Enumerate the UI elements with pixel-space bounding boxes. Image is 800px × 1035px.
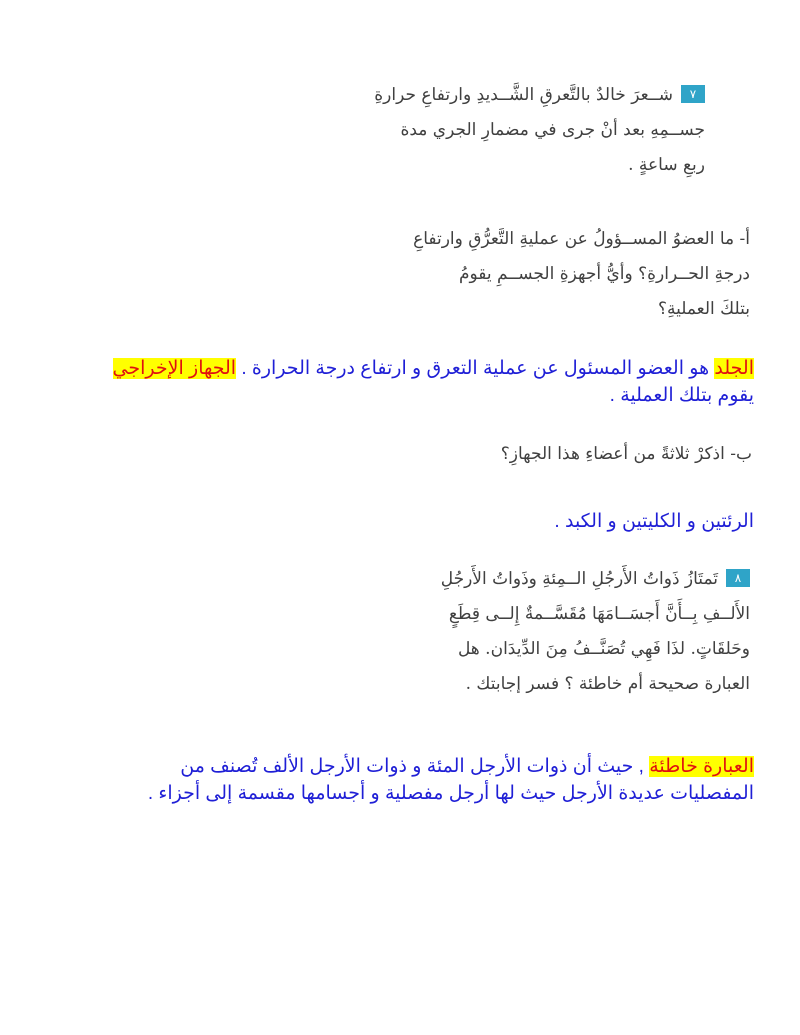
- answer-8: [44, 753, 754, 807]
- question-7a-line-2: درجةِ الحــرارةِ؟ وأيُّ أجهزةِ الجســمِ يقومُ: [458, 264, 750, 284]
- question-8-line-4: العبارة صحيحة أم خاطئة ؟ فسر إجابتك .: [465, 674, 750, 694]
- question-7b: [352, 437, 752, 472]
- question-7a-line-3: بتلكَ العمليةِ؟: [657, 299, 750, 319]
- question-7-line-2: جســمِهِ بعد أنْ جرى في مضمارِ الجري مدة: [400, 120, 705, 140]
- question-7: [285, 78, 705, 183]
- question-7a: [290, 222, 750, 327]
- answer-8-line-1: العبارة خاطئة , حيث أن ذوات الأرجل المئة و ذوات الأرجل الألف تُصنف من: [180, 756, 754, 777]
- highlight-statement-false: العبارة خاطئة: [649, 756, 754, 777]
- question-7-line-1: ٧شــعرَ خالدٌ بالتَّعرقِ الشَّــديدِ وارتفاعِ حرارةِ: [285, 78, 705, 113]
- question-8-line-1: ٨تَمتَازُ ذَواتُ الأَرجُلِ الــمِئةِ وذَواتُ الأَرجُلِ: [310, 562, 750, 597]
- highlight-system: الجهاز الإخراجي: [112, 358, 237, 379]
- question-8: [310, 562, 750, 702]
- answer-7a-line-2: يقوم بتلك العملية .: [609, 385, 754, 406]
- answer-7a-line-1: الجلد هو العضو المسئول عن عملية التعرق و ارتفاع درجة الحرارة . الجهاز الإخراجي: [112, 358, 754, 379]
- question-8-line-3: وحَلقَاتٍ. لذَا فَهِي تُصَنَّــفُ مِنَ الدِّيدَان. هل: [457, 639, 750, 659]
- question-7a-line-1: أ- ما العضوُ المســؤولُ عن عمليةِ التَّعرُّقِ وارتفاعِ: [413, 229, 750, 249]
- answer-7b: [354, 508, 754, 535]
- question-8-line-2: الأَلــفِ بِــأَنَّ أَجسَــامَهَا مُقَسَّــمةٌ إِلــى قِطَعٍ: [448, 604, 750, 624]
- question-7b-text: ب- اذكرْ ثلاثةً من أعضاءِ هذا الجهازِ؟: [500, 444, 752, 464]
- question-number-badge: ٨: [726, 569, 750, 587]
- answer-7a: [44, 355, 754, 409]
- question-number-badge: ٧: [681, 85, 705, 103]
- question-7-line-3: ربعِ ساعةٍ .: [628, 155, 705, 175]
- answer-7b-text: الرئتين و الكليتين و الكبد .: [554, 511, 754, 532]
- highlight-skin: الجلد: [714, 358, 754, 379]
- answer-8-line-2: المفصليات عديدة الأرجل حيث لها أرجل مفصلية و أجسامها مقسمة إلى أجزاء .: [147, 783, 754, 804]
